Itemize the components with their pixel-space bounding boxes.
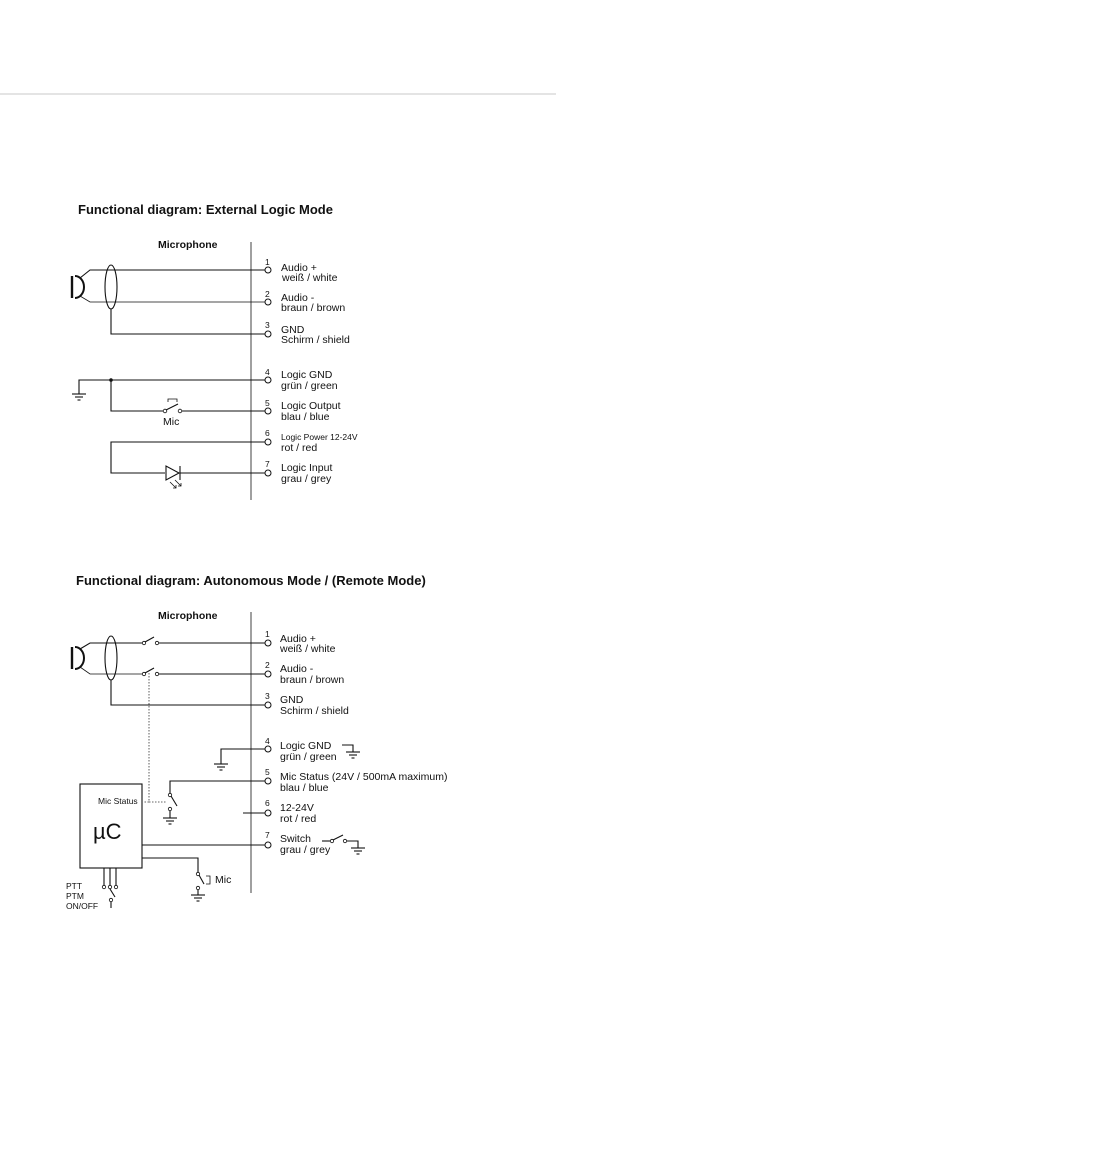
ground-icon xyxy=(191,895,205,901)
pin-name: Audio + xyxy=(280,633,316,645)
pin-name: Switch xyxy=(280,833,311,845)
wire-logic-power xyxy=(111,442,265,473)
diagram-autonomous-mode xyxy=(66,573,447,911)
pin-number: 4 xyxy=(265,367,270,377)
button-label-ptm: PTM xyxy=(66,891,84,901)
pin-terminal xyxy=(265,299,271,305)
diagram2-mic-switch-label: Mic xyxy=(215,874,232,886)
wire-audio-plus xyxy=(80,270,265,278)
pin-terminal xyxy=(265,810,271,816)
diagram2-pin-3 xyxy=(265,691,349,717)
pin-number: 2 xyxy=(265,289,270,299)
wire-logic-output-a xyxy=(111,380,163,411)
diagram1-device-label: Microphone xyxy=(158,239,218,251)
pin-wire-color: weiß / white xyxy=(280,643,336,655)
pin-name: Logic GND xyxy=(280,740,332,752)
led-icon xyxy=(166,466,181,488)
pin-name: Audio + xyxy=(281,262,317,274)
pin-name: GND xyxy=(280,694,304,706)
wire-logic-gnd xyxy=(221,749,265,764)
control-line-dotted xyxy=(143,673,149,802)
diagram-external-logic xyxy=(72,202,358,500)
microphone-capsule-icon xyxy=(72,647,84,669)
pin-wire-color: blau / blue xyxy=(281,411,330,423)
pin-terminal xyxy=(265,408,271,414)
pin-number: 5 xyxy=(265,398,270,408)
pin-terminal xyxy=(265,778,271,784)
pin-number: 2 xyxy=(265,660,270,670)
pin-number: 7 xyxy=(265,830,270,840)
pin-terminal xyxy=(265,640,271,646)
diagram1-pin-6 xyxy=(265,428,358,454)
diagram2-pin-5 xyxy=(265,767,447,794)
audio-mute-switch-icon xyxy=(142,637,158,645)
pin-terminal xyxy=(265,377,271,383)
pin-number: 6 xyxy=(265,798,270,808)
pin-number: 1 xyxy=(265,629,270,639)
pin-wire-color: grau / grey xyxy=(281,473,332,485)
pin-terminal xyxy=(265,439,271,445)
wire-audio-minus xyxy=(80,667,142,674)
wire-gnd xyxy=(111,680,265,705)
pin-terminal xyxy=(265,746,271,752)
pin-terminal xyxy=(265,671,271,677)
diagram1-pin-2 xyxy=(265,289,345,314)
ground-icon xyxy=(342,745,360,758)
pin-wire-color: grün / green xyxy=(280,751,337,763)
pin-wire-color: grau / grey xyxy=(280,844,331,856)
pin-number: 3 xyxy=(265,320,270,330)
wire-audio-minus xyxy=(80,296,265,302)
ground-icon xyxy=(163,818,177,824)
diagram1-pin-5 xyxy=(265,398,341,423)
pin-wire-color: braun / brown xyxy=(281,302,346,314)
button-label-onoff: ON/OFF xyxy=(66,901,99,911)
diagram2-pin-1 xyxy=(265,629,336,655)
pin-terminal xyxy=(265,267,271,273)
wire-audio-plus xyxy=(80,643,142,649)
diagram2-title: Functional diagram: Autonomous Mode / (Remote Mode) xyxy=(76,573,426,588)
pin-number: 6 xyxy=(265,428,270,438)
mic-status-label: Mic Status xyxy=(98,796,138,806)
pin-name: 12-24V xyxy=(280,802,314,814)
pin-name: GND xyxy=(281,324,305,336)
diagram1-pin-7 xyxy=(265,459,332,485)
pin-wire-color: rot / red xyxy=(280,813,317,825)
pin-wire-color: blau / blue xyxy=(280,782,329,794)
button-label-ptt: PTT xyxy=(66,881,83,891)
pin-wire-color: grün / green xyxy=(281,380,338,392)
pin-name: Logic GND xyxy=(281,369,333,381)
mic-switch-icon xyxy=(163,399,182,413)
diagram2-pin-4 xyxy=(265,736,337,763)
pin-terminal xyxy=(265,842,271,848)
diagram2-pin-7 xyxy=(265,830,331,856)
ground-icon xyxy=(214,764,228,770)
diagram1-pin-3 xyxy=(265,320,350,346)
pin-number: 3 xyxy=(265,691,270,701)
diagram1-pin-4 xyxy=(265,367,338,392)
diagram2-pin-6 xyxy=(265,798,316,825)
pin-terminal xyxy=(265,470,271,476)
pin-wire-color: rot / red xyxy=(281,442,318,454)
pin-number: 4 xyxy=(265,736,270,746)
pin-terminal xyxy=(265,702,271,708)
diagram1-title: Functional diagram: External Logic Mode xyxy=(78,202,333,217)
diagram1-mic-switch-label: Mic xyxy=(163,416,180,428)
control-buttons xyxy=(102,868,117,908)
diagram2-pin-2 xyxy=(265,660,344,686)
pin-wire-color: Schirm / shield xyxy=(280,705,349,717)
pin-number: 7 xyxy=(265,459,270,469)
pin-wire-color: Schirm / shield xyxy=(281,334,350,346)
pin-number: 5 xyxy=(265,767,270,777)
microcontroller-label: µC xyxy=(93,819,122,844)
pin-terminal xyxy=(265,331,271,337)
ground-icon xyxy=(72,394,86,400)
microphone-capsule-icon xyxy=(72,276,84,298)
pin-name: Logic Power 12-24V xyxy=(281,432,358,442)
diagram1-pin-1 xyxy=(265,257,338,284)
mic-status-switch-icon xyxy=(168,793,177,810)
pin-name: Logic Input xyxy=(281,462,333,474)
pin-name: Logic Output xyxy=(281,400,341,412)
mic-button-switch-icon xyxy=(196,872,210,889)
pin-wire-color: braun / brown xyxy=(280,674,345,686)
audio-mute-switch-icon xyxy=(142,668,158,676)
wire-logic-gnd xyxy=(79,380,265,394)
pin-name: Mic Status (24V / 500mA maximum) xyxy=(280,771,448,783)
pin-name: Audio - xyxy=(280,663,314,675)
pin-name: Audio - xyxy=(281,292,315,304)
diagram2-device-label: Microphone xyxy=(158,610,218,622)
wire-mic-button xyxy=(142,858,198,872)
pin-number: 1 xyxy=(265,257,270,267)
wire-gnd xyxy=(111,309,265,334)
pin-wire-color: weiß / white xyxy=(282,272,338,284)
